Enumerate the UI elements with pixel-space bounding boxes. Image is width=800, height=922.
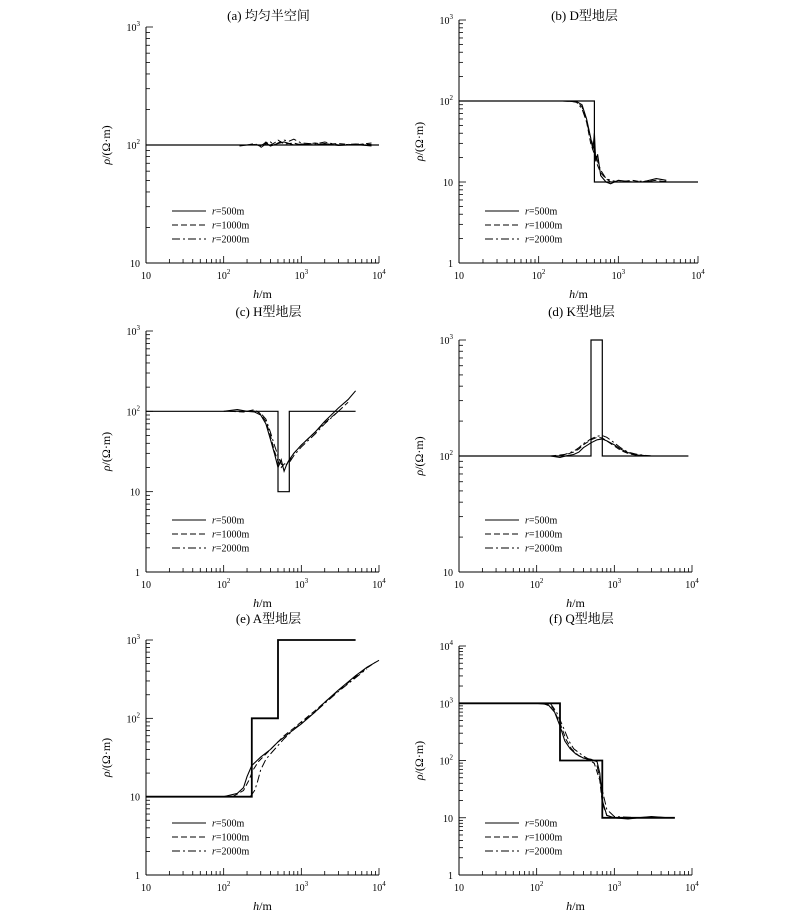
x-tick-label: $10^3$ bbox=[294, 577, 309, 591]
legend-label: r=1000m bbox=[525, 832, 563, 844]
legend bbox=[485, 516, 563, 555]
x-axis-label: h/m bbox=[566, 596, 585, 610]
y-axis-label: ρ/(Ω·m) bbox=[412, 436, 426, 476]
model-curve-line bbox=[459, 703, 675, 818]
y-tick-label: 10 bbox=[443, 178, 453, 189]
legend bbox=[172, 207, 250, 246]
x-tick-label: $10^4$ bbox=[372, 268, 386, 282]
x-tick-label: $10^2$ bbox=[216, 577, 231, 591]
chart-panel-e bbox=[99, 611, 386, 913]
x-axis-label: h/m bbox=[253, 287, 272, 301]
model-curve-line bbox=[146, 640, 356, 797]
y-axis-label: ρ/(Ω·m) bbox=[412, 740, 426, 781]
y-tick-label: 10 bbox=[130, 487, 140, 499]
x-tick-label: 10 bbox=[454, 580, 464, 591]
panel-title: (e) A型地层 bbox=[235, 611, 302, 626]
series-1000m-line bbox=[563, 101, 667, 182]
legend-label: r=1000m bbox=[212, 832, 250, 844]
series-1000m-line bbox=[550, 437, 668, 456]
panel-title: (b) D型地层 bbox=[551, 8, 618, 23]
series-500m-line bbox=[563, 101, 667, 184]
legend-label: r=2000m bbox=[525, 234, 563, 246]
y-tick-label: $10^2$ bbox=[439, 449, 453, 463]
x-tick-label: $10^2$ bbox=[529, 880, 544, 894]
y-tick-label: 1 bbox=[135, 568, 140, 579]
x-tick-label: $10^2$ bbox=[216, 880, 231, 894]
series-2000m-line bbox=[247, 411, 338, 466]
x-tick-label: $10^3$ bbox=[607, 577, 622, 591]
y-tick-label: 1 bbox=[448, 871, 453, 882]
y-tick-label: 10 bbox=[130, 792, 140, 804]
y-axis-label: ρ/(Ω·m) bbox=[99, 431, 113, 472]
y-tick-label: $10^2$ bbox=[439, 94, 453, 108]
y-tick-label: $10^2$ bbox=[126, 138, 140, 152]
legend-label: r=500m bbox=[212, 818, 245, 830]
panel-title: (d) K型地层 bbox=[548, 304, 615, 319]
x-axis-label: h/m bbox=[569, 287, 588, 301]
x-axis-label: h/m bbox=[566, 899, 585, 913]
legend-label: r=500m bbox=[525, 818, 558, 830]
y-tick-label: $10^3$ bbox=[126, 633, 140, 647]
chart-panel-c bbox=[99, 304, 386, 610]
legend bbox=[485, 819, 563, 858]
x-axis-label: h/m bbox=[253, 596, 272, 610]
legend-label: r=500m bbox=[212, 206, 245, 218]
series-2000m-line bbox=[250, 669, 367, 797]
x-tick-label: 10 bbox=[454, 883, 464, 894]
x-tick-label: 10 bbox=[141, 580, 151, 591]
x-tick-label: $10^3$ bbox=[294, 268, 309, 282]
y-tick-label: $10^3$ bbox=[439, 333, 453, 347]
y-tick-label: 10 bbox=[443, 813, 453, 825]
x-tick-label: 10 bbox=[141, 271, 151, 282]
panel-title: (f) Q型地层 bbox=[549, 611, 614, 626]
legend-label: r=500m bbox=[212, 515, 245, 527]
x-tick-label: $10^2$ bbox=[529, 577, 544, 591]
x-tick-label: $10^4$ bbox=[372, 880, 386, 894]
y-axis-label: ρ/(Ω·m) bbox=[412, 121, 426, 162]
model-curve-line bbox=[459, 340, 688, 456]
chart-panel-b bbox=[412, 8, 705, 301]
legend-label: r=1000m bbox=[525, 529, 563, 541]
y-tick-label: 1 bbox=[135, 871, 140, 882]
y-tick-label: $10^4$ bbox=[439, 639, 453, 653]
y-tick-label: $10^3$ bbox=[439, 13, 453, 27]
x-tick-label: 10 bbox=[141, 883, 151, 894]
x-tick-label: $10^3$ bbox=[294, 880, 309, 894]
legend-label: r=500m bbox=[525, 206, 558, 218]
y-tick-label: 10 bbox=[130, 259, 140, 270]
y-tick-label: $10^2$ bbox=[126, 711, 140, 726]
x-tick-label: 10 bbox=[454, 271, 464, 282]
series-500m-line bbox=[224, 660, 379, 796]
legend-label: r=1000m bbox=[212, 220, 250, 232]
x-tick-label: $10^3$ bbox=[607, 880, 622, 894]
series-500m-line bbox=[537, 703, 675, 819]
legend bbox=[485, 207, 563, 246]
legend-label: r=500m bbox=[525, 515, 558, 527]
x-tick-label: $10^3$ bbox=[611, 268, 626, 282]
x-tick-label: $10^4$ bbox=[372, 577, 386, 591]
legend-label: r=2000m bbox=[212, 543, 250, 555]
panel-title: (a) 均匀半空间 bbox=[227, 8, 310, 23]
y-tick-label: $10^3$ bbox=[439, 696, 453, 711]
y-tick-label: $10^3$ bbox=[126, 20, 140, 34]
x-tick-label: $10^4$ bbox=[691, 268, 705, 282]
legend-label: r=1000m bbox=[525, 220, 563, 232]
x-tick-label: $10^4$ bbox=[685, 880, 699, 894]
chart-panel-a bbox=[99, 8, 386, 301]
chart-panel-f bbox=[412, 611, 699, 913]
y-tick-label: $10^2$ bbox=[439, 753, 453, 768]
panel-title: (c) H型地层 bbox=[235, 304, 302, 319]
y-axis-label: ρ/(Ω·m) bbox=[99, 737, 113, 778]
legend-label: r=2000m bbox=[525, 846, 563, 858]
legend-label: r=2000m bbox=[525, 543, 563, 555]
model-curve-line bbox=[459, 101, 698, 182]
legend bbox=[172, 819, 250, 858]
series-1000m-line bbox=[233, 662, 376, 797]
x-tick-label: $10^2$ bbox=[216, 268, 231, 282]
legend-label: r=2000m bbox=[212, 846, 250, 858]
y-tick-label: $10^2$ bbox=[126, 404, 140, 419]
y-axis-label: ρ/(Ω·m) bbox=[99, 125, 113, 165]
x-tick-label: $10^4$ bbox=[685, 577, 699, 591]
x-axis-label: h/m bbox=[253, 899, 272, 913]
model-curve-line bbox=[146, 411, 356, 491]
y-tick-label: 10 bbox=[443, 568, 453, 579]
series-2000m-line bbox=[261, 139, 372, 147]
y-tick-label: $10^3$ bbox=[126, 324, 140, 338]
legend-label: r=1000m bbox=[212, 529, 250, 541]
y-tick-label: 1 bbox=[448, 259, 453, 270]
chart-panel-d bbox=[412, 304, 699, 610]
x-tick-label: $10^2$ bbox=[531, 268, 546, 282]
legend-label: r=2000m bbox=[212, 234, 250, 246]
legend bbox=[172, 516, 250, 555]
